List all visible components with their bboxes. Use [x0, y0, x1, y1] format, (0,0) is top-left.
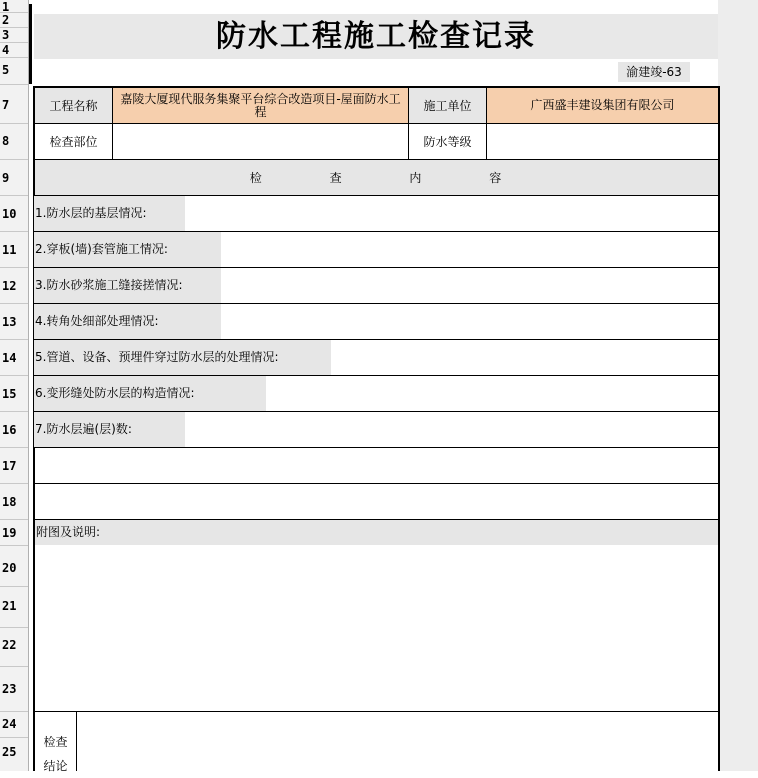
section-heading: 检 查 内 容	[35, 160, 718, 195]
check-item-row[interactable]	[34, 304, 718, 340]
check-item-row[interactable]	[34, 196, 718, 232]
check-item-label: 4.转角处细部处理情况:	[34, 304, 221, 339]
row-number[interactable]: 18	[2, 495, 17, 509]
check-item-row[interactable]	[34, 340, 718, 376]
check-item-label: 2.穿板(墙)套管施工情况:	[34, 232, 221, 267]
row-number[interactable]: 7	[2, 98, 10, 112]
form-code: 渝建竣-63	[618, 62, 690, 82]
row-number[interactable]: 25	[2, 745, 17, 759]
check-item-row[interactable]	[34, 232, 718, 268]
page-title: 防水工程施工检查记录	[34, 14, 718, 59]
row-number[interactable]: 21	[2, 599, 17, 613]
inspection-part-value[interactable]	[113, 124, 408, 159]
conclusion-area[interactable]	[77, 712, 718, 771]
project-name-label: 工程名称	[35, 88, 112, 123]
check-item-label: 3.防水砂浆施工缝接搓情况:	[34, 268, 221, 303]
row-number[interactable]: 3	[2, 28, 10, 42]
row-header-column	[0, 0, 29, 771]
row-number[interactable]: 20	[2, 561, 17, 575]
row-number[interactable]: 14	[2, 351, 17, 365]
conclusion-label	[35, 712, 76, 771]
row-number[interactable]: 11	[2, 243, 17, 257]
conclusion-label-line1: 检查	[43, 735, 68, 749]
row-number[interactable]: 1	[2, 0, 10, 14]
row-number[interactable]: 15	[2, 387, 17, 401]
inspection-part-label: 检查部位	[35, 124, 112, 159]
waterproof-grade-value[interactable]	[487, 124, 718, 159]
blank-row[interactable]	[34, 448, 718, 484]
row-number[interactable]: 4	[2, 43, 10, 57]
check-item-label: 7.防水层遍(层)数:	[34, 412, 185, 447]
notes-area[interactable]	[35, 545, 718, 711]
row-number[interactable]: 10	[2, 207, 17, 221]
title-left-border	[29, 4, 32, 84]
row-number[interactable]: 17	[2, 459, 17, 473]
row-number[interactable]: 2	[2, 13, 10, 27]
row-number[interactable]: 12	[2, 279, 17, 293]
contractor-label: 施工单位	[409, 88, 486, 123]
row-number[interactable]: 8	[2, 134, 10, 148]
sheet-margin-right	[718, 0, 758, 771]
check-item-row[interactable]	[34, 268, 718, 304]
row-number[interactable]: 13	[2, 315, 17, 329]
check-item-label: 5.管道、设备、预埋件穿过防水层的处理情况:	[34, 340, 331, 375]
check-item-row[interactable]	[34, 376, 718, 412]
blank-row[interactable]	[34, 484, 718, 520]
waterproof-grade-label: 防水等级	[409, 124, 486, 159]
check-item-label: 6.变形缝处防水层的构造情况:	[34, 376, 266, 411]
contractor-value[interactable]: 广西盛丰建设集团有限公司	[487, 88, 718, 123]
table-right-border	[718, 86, 720, 771]
notes-label: 附图及说明:	[35, 520, 718, 545]
check-item-label: 1.防水层的基层情况:	[34, 196, 185, 231]
row-number[interactable]: 23	[2, 682, 17, 696]
row-number[interactable]: 19	[2, 526, 17, 540]
row-number[interactable]: 5	[2, 63, 10, 77]
row-number[interactable]: 22	[2, 638, 17, 652]
row-number[interactable]: 16	[2, 423, 17, 437]
project-name-value[interactable]: 嘉陵大厦现代服务集聚平台综合改造项目-屋面防水工程	[113, 88, 408, 123]
row-number[interactable]: 24	[2, 717, 17, 731]
check-item-row[interactable]	[34, 412, 718, 448]
row-number[interactable]: 9	[2, 171, 10, 185]
conclusion-label-line2: 结论	[43, 759, 68, 773]
